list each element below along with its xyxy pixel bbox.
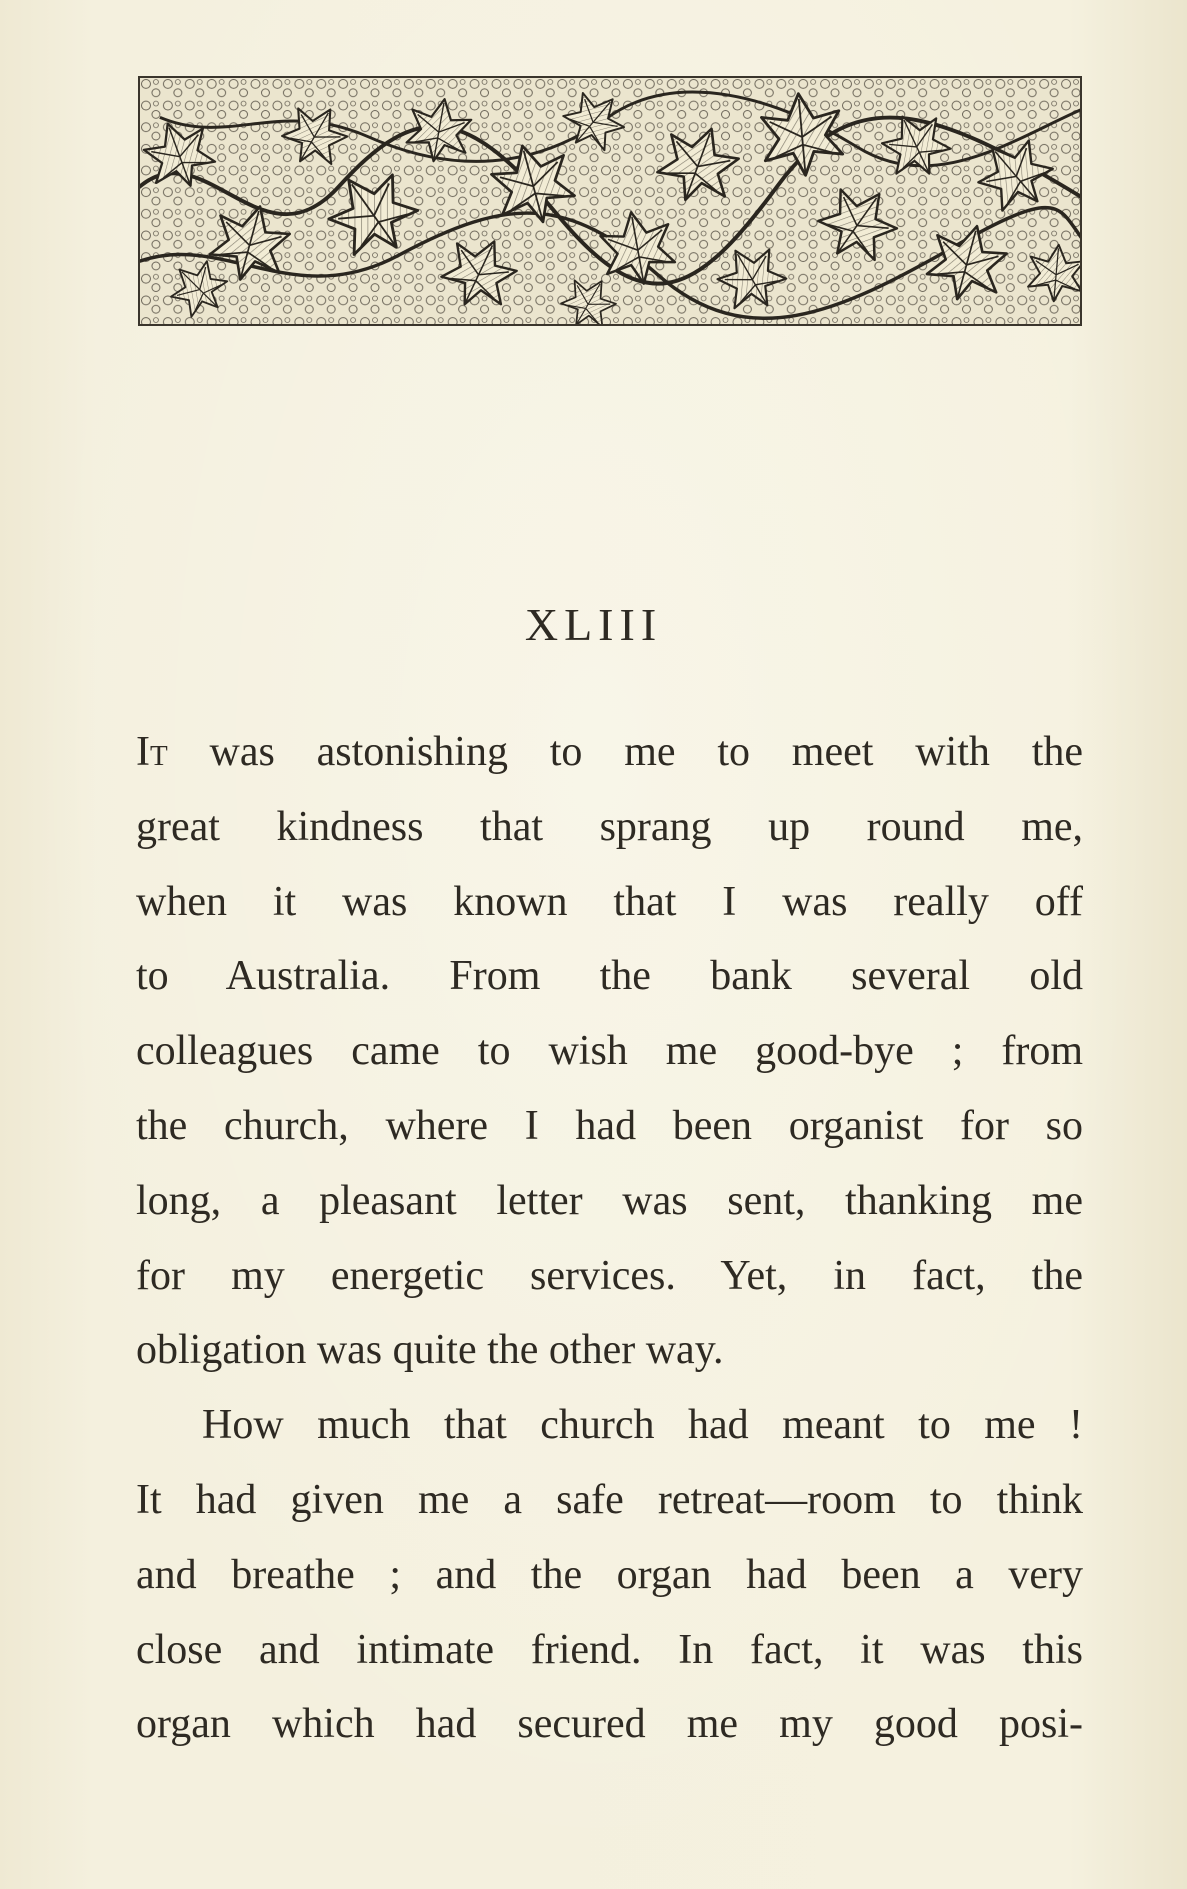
text-line: for my energetic services. Yet, in fact, the bbox=[136, 1252, 1083, 1299]
text-line: close and intimate friend. In fact, it was this bbox=[136, 1626, 1083, 1673]
chapter-number: XLIII bbox=[524, 599, 663, 650]
text-line: the church, where I had been organist for so bbox=[136, 1102, 1083, 1149]
text-line: colleagues came to wish me good-bye ; from bbox=[136, 1028, 1083, 1075]
text-line: organ which had secured me my good posi- bbox=[136, 1701, 1083, 1748]
text-line: It was astonishing to me to meet with the bbox=[136, 729, 1083, 775]
drop-smallcaps: It bbox=[136, 729, 168, 775]
text-line: It had given me a safe retreat—room to think bbox=[136, 1476, 1083, 1523]
ivy-leaf-ornament-icon bbox=[138, 76, 1082, 326]
chapter-text bbox=[136, 715, 1083, 1762]
text-line: How much that church had meant to me ! bbox=[202, 1402, 1083, 1449]
text-line: long, a pleasant letter was sent, thanking me bbox=[136, 1177, 1083, 1224]
text-line: obligation was quite the other way. bbox=[136, 1327, 724, 1374]
text-line: and breathe ; and the organ had been a very bbox=[136, 1551, 1083, 1598]
text-line: to Australia. From the bank several old bbox=[136, 953, 1083, 1000]
text-line: great kindness that sprang up round me, bbox=[136, 803, 1083, 850]
text-line: when it was known that I was really off bbox=[136, 878, 1083, 925]
